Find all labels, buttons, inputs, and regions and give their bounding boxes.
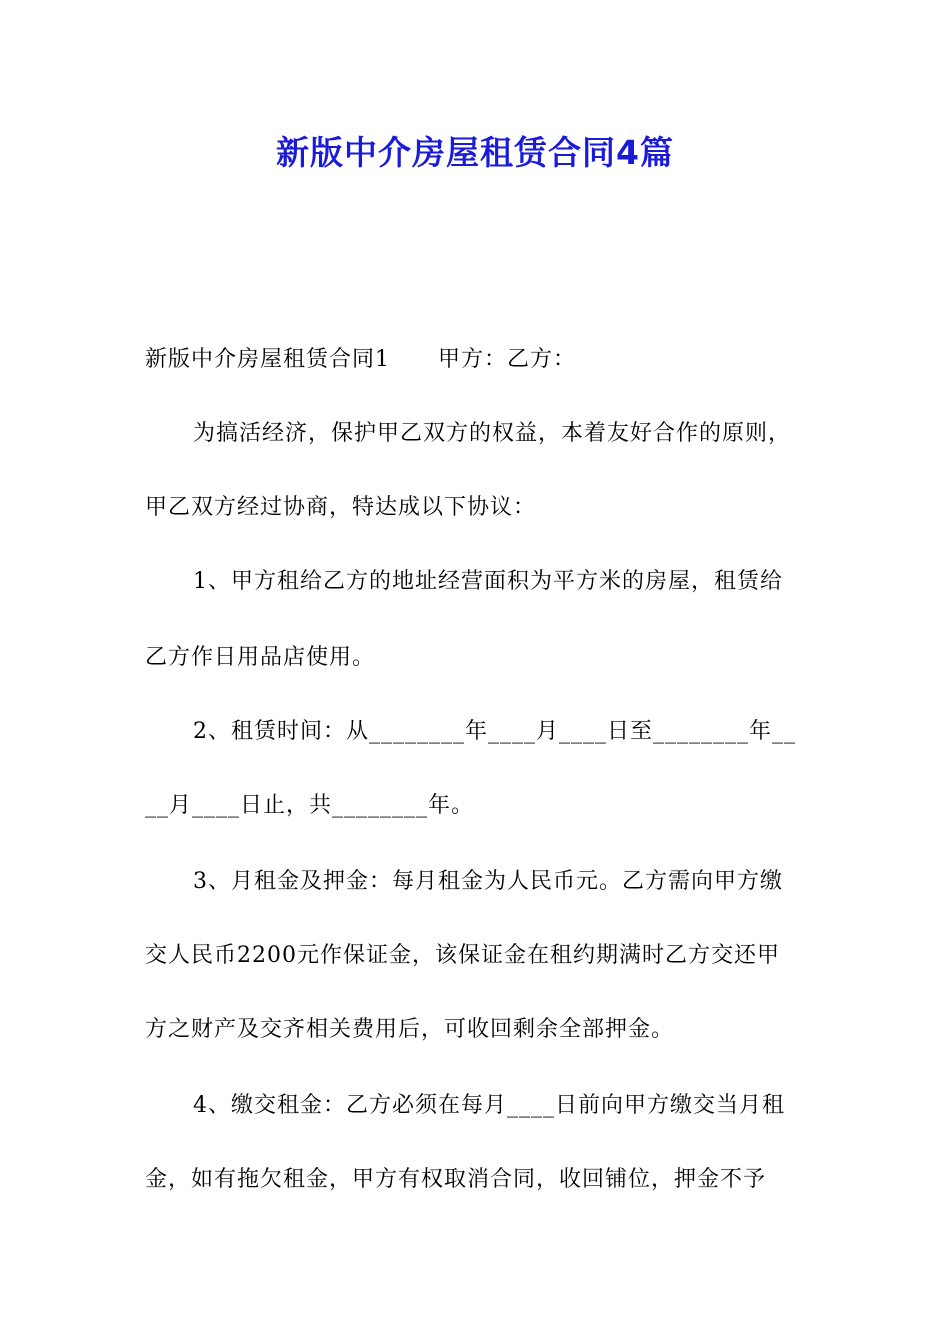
document-title: 新版中介房屋租赁合同4篇 — [276, 133, 674, 172]
paragraph-line: 3、月租金及押金：每月租金为人民币元。乙方需向甲方缴 — [193, 869, 783, 894]
contract-heading-line — [145, 342, 825, 378]
contract-name: 新版中介房屋租赁合同1 — [145, 347, 390, 372]
paragraph-line: 2、租赁时间：从________年____月____日至________年__ — [193, 719, 796, 744]
paragraph-line: 方之财产及交齐相关费用后，可收回剩余全部押金。 — [145, 1017, 675, 1042]
paragraph-line: 乙方作日用品店使用。 — [145, 645, 376, 670]
paragraph-line: 4、缴交租金：乙方必须在每月____日前向甲方缴交当月租 — [193, 1093, 785, 1118]
paragraph-line: 金，如有拖欠租金，甲方有权取消合同，收回铺位，押金不予 — [145, 1167, 767, 1192]
paragraph-line: 交人民币2200元作保证金，该保证金在租约期满时乙方交还甲 — [145, 943, 780, 968]
paragraph-line: 为搞活经济，保护甲乙双方的权益，本着友好合作的原则， — [193, 421, 792, 446]
parties-label: 甲方：乙方： — [438, 347, 577, 372]
paragraph-line: 1、甲方租给乙方的地址经营面积为平方米的房屋，租赁给 — [193, 569, 783, 594]
paragraph-line: __月____日止，共________年。 — [145, 793, 475, 818]
paragraph-line: 甲乙双方经过协商，特达成以下协议： — [145, 495, 537, 520]
